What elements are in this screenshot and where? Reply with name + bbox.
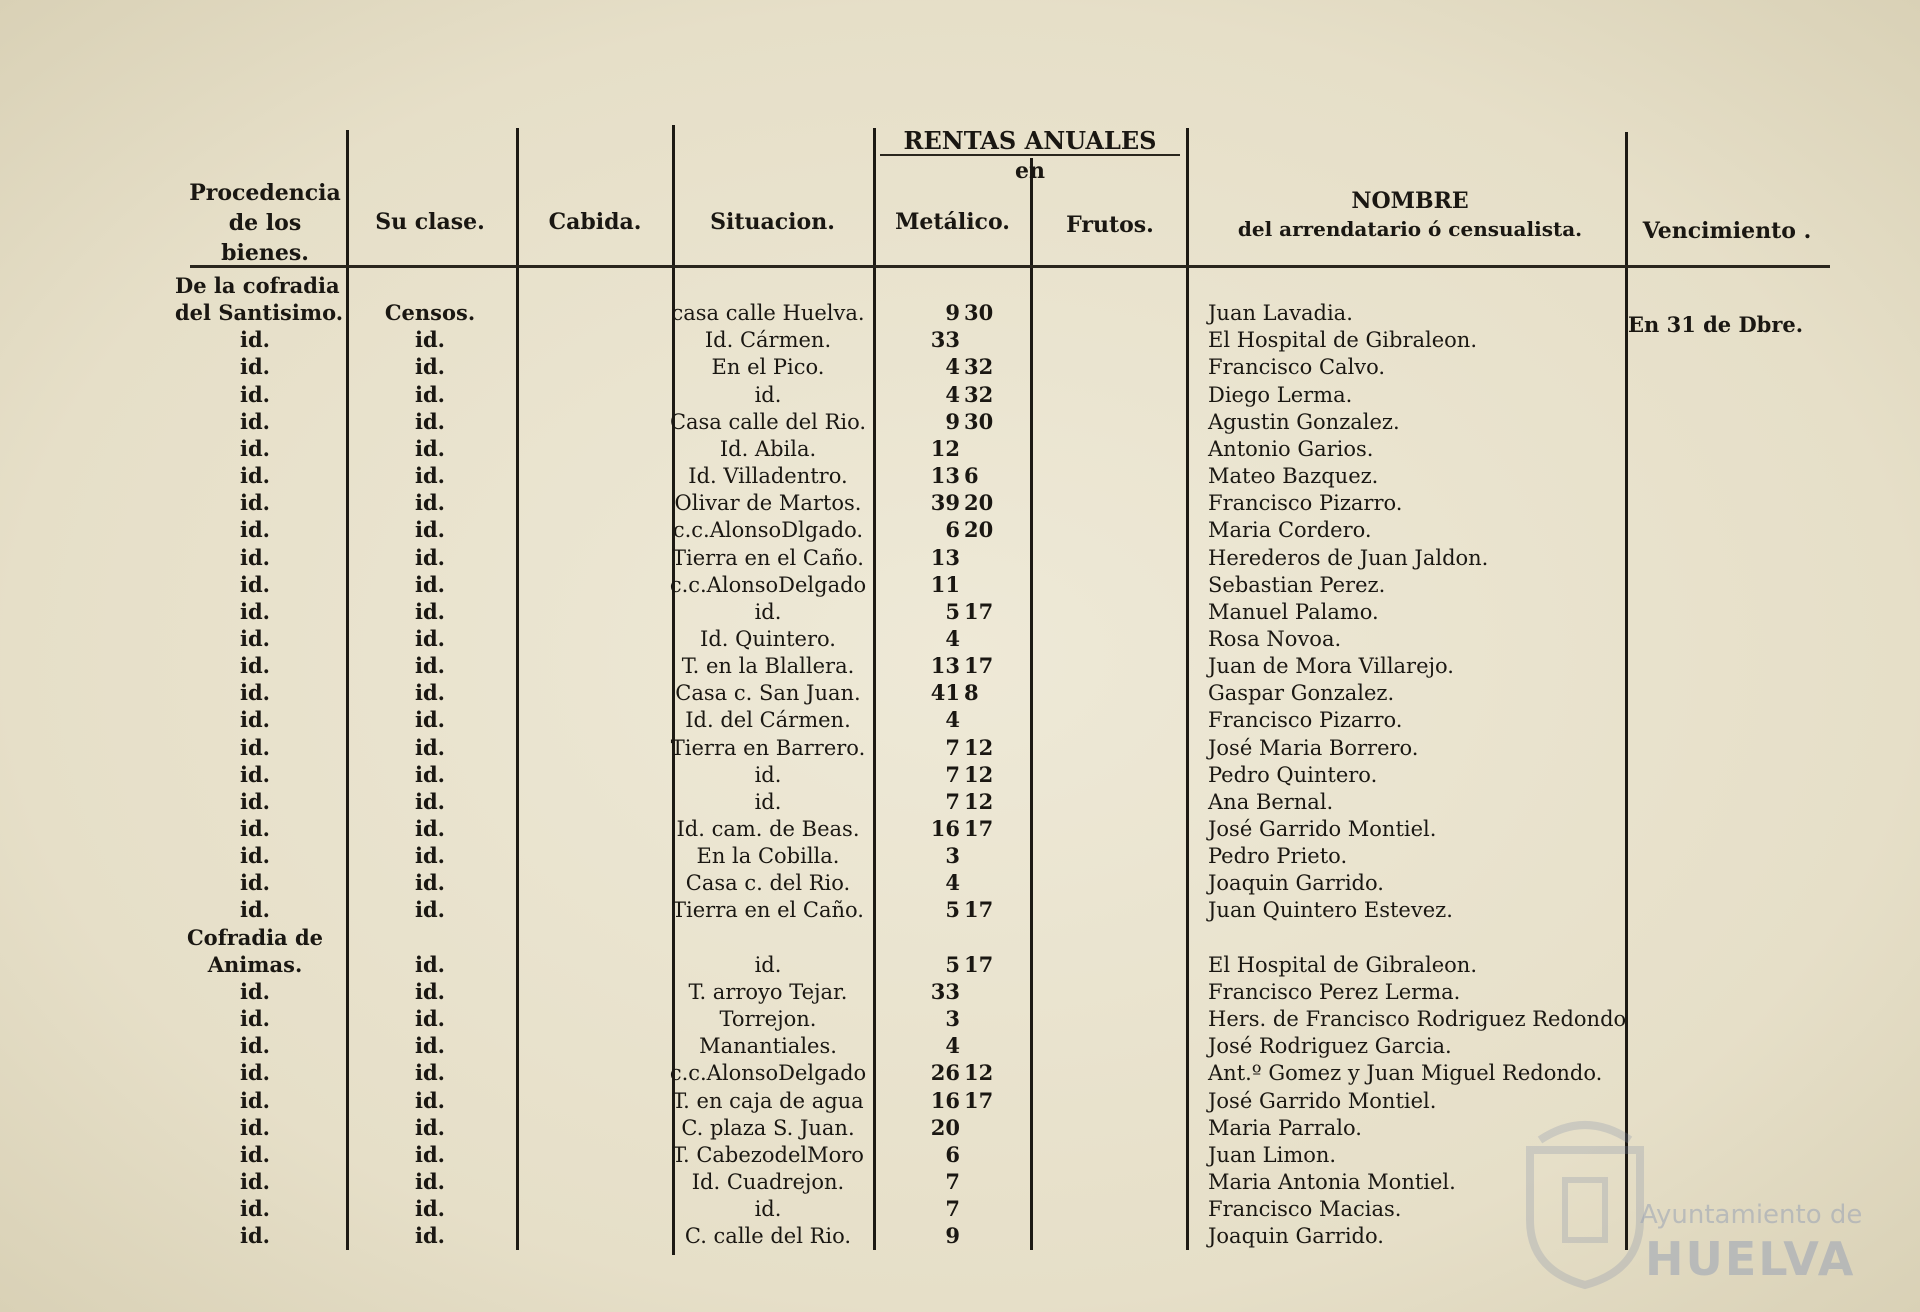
row-metalico-maravedis: 20 xyxy=(964,517,994,542)
row-metalico-maravedis: 17 xyxy=(964,897,994,922)
row-nombre: Ant.º Gomez y Juan Miguel Redondo. xyxy=(1208,1061,1603,1085)
row-procedencia: id. xyxy=(240,1006,270,1031)
en-header: en xyxy=(1015,158,1045,184)
row-su-clase: id. xyxy=(415,572,445,597)
row-procedencia: id. xyxy=(240,572,270,597)
row-metalico-maravedis: 17 xyxy=(964,599,994,624)
row-nombre: Antonio Garios. xyxy=(1208,437,1374,461)
row-su-clase: id. xyxy=(415,626,445,651)
row-situacion: C. calle del Rio. xyxy=(684,1224,852,1248)
row-metalico-reales xyxy=(890,925,960,951)
vencimiento-header: Vencimiento . xyxy=(1642,218,1812,244)
row-su-clase: id. xyxy=(415,952,445,977)
row-procedencia: Animas. xyxy=(207,952,303,977)
row-situacion: id. xyxy=(754,790,782,814)
row-procedencia: id. xyxy=(240,816,270,841)
row-metalico-maravedis xyxy=(964,626,1010,652)
row-metalico-reales: 41 xyxy=(930,680,960,705)
row-su-clase: id. xyxy=(415,436,445,461)
row-nombre xyxy=(1208,273,1628,299)
vencimiento-value: En 31 de Dbre. xyxy=(1628,312,1804,337)
arrendatario-header: del arrendatario ó censualista. xyxy=(1237,217,1583,241)
row-su-clase: id. xyxy=(415,762,445,787)
row-situacion: Id. del Cármen. xyxy=(685,708,851,732)
row-procedencia: id. xyxy=(240,870,270,895)
row-situacion: Casa c. del Rio. xyxy=(685,871,851,895)
row-nombre: Maria Parralo. xyxy=(1208,1116,1362,1140)
row-nombre: Juan de Mora Villarejo. xyxy=(1208,654,1454,678)
row-su-clase xyxy=(355,273,505,299)
row-su-clase: id. xyxy=(415,382,445,407)
row-metalico-reales: 9 xyxy=(945,1223,960,1248)
row-nombre: Pedro Prieto. xyxy=(1208,844,1348,868)
row-nombre: José Garrido Montiel. xyxy=(1208,1089,1437,1113)
row-situacion: Id. Cármen. xyxy=(704,328,832,352)
row-procedencia: id. xyxy=(240,409,270,434)
row-situacion: Tierra en el Caño. xyxy=(672,898,864,922)
row-nombre: Sebastian Perez. xyxy=(1208,573,1386,597)
row-situacion: T. en caja de agua xyxy=(672,1089,864,1113)
row-metalico-maravedis: 32 xyxy=(964,382,994,407)
row-nombre: Juan Lavadia. xyxy=(1208,301,1353,325)
cabida-header: Cabida. xyxy=(548,209,642,235)
row-metalico-reales: 3 xyxy=(945,843,960,868)
row-metalico-maravedis: 12 xyxy=(964,762,994,787)
row-metalico-reales: 13 xyxy=(930,545,960,570)
row-situacion: En el Pico. xyxy=(711,355,825,379)
row-nombre: Joaquin Garrido. xyxy=(1208,871,1384,895)
row-metalico-reales: 5 xyxy=(945,952,960,977)
row-nombre: Maria Antonia Montiel. xyxy=(1208,1170,1456,1194)
row-metalico-maravedis: 32 xyxy=(964,354,994,379)
row-situacion: Manantiales. xyxy=(699,1034,837,1058)
row-metalico-maravedis: 12 xyxy=(964,789,994,814)
row-metalico-maravedis xyxy=(964,979,1010,1005)
row-metalico-reales: 13 xyxy=(930,653,960,678)
row-procedencia: id. xyxy=(240,463,270,488)
row-procedencia: Cofradia de xyxy=(186,925,324,950)
row-procedencia: id. xyxy=(240,653,270,678)
row-su-clase: id. xyxy=(415,789,445,814)
rentas-header: RENTAS ANUALES xyxy=(903,126,1157,155)
row-metalico-maravedis xyxy=(964,707,1010,733)
row-metalico-reales: 9 xyxy=(945,300,960,325)
row-metalico-reales: 11 xyxy=(930,572,960,597)
row-metalico-maravedis: 6 xyxy=(964,463,979,488)
row-situacion xyxy=(668,925,868,951)
row-metalico-reales: 7 xyxy=(945,789,960,814)
row-su-clase: id. xyxy=(415,1223,445,1248)
row-metalico-reales: 4 xyxy=(945,354,960,379)
row-nombre: Hers. de Francisco Rodriguez Redondo xyxy=(1208,1007,1627,1031)
row-nombre: Gaspar Gonzalez. xyxy=(1208,681,1395,705)
row-metalico-maravedis: 30 xyxy=(964,409,994,434)
row-procedencia: id. xyxy=(240,490,270,515)
row-metalico-maravedis xyxy=(964,1115,1010,1141)
row-metalico-reales: 16 xyxy=(930,1088,960,1113)
row-metalico-maravedis: 30 xyxy=(964,300,994,325)
row-su-clase: id. xyxy=(415,707,445,732)
row-su-clase: id. xyxy=(415,870,445,895)
row-metalico-reales: 4 xyxy=(945,626,960,651)
de-los-bienes-header: de los bienes. xyxy=(221,210,309,266)
row-metalico-reales: 3 xyxy=(945,1006,960,1031)
row-metalico-reales: 6 xyxy=(945,1142,960,1167)
row-procedencia: id. xyxy=(240,327,270,352)
row-procedencia: id. xyxy=(240,789,270,814)
row-nombre: Juan Quintero Estevez. xyxy=(1208,898,1453,922)
row-metalico-maravedis: 17 xyxy=(964,816,994,841)
row-nombre: José Maria Borrero. xyxy=(1208,736,1419,760)
row-situacion: Id. Abila. xyxy=(719,437,817,461)
row-metalico-reales: 12 xyxy=(930,436,960,461)
row-metalico-maravedis xyxy=(964,545,1010,571)
row-procedencia: id. xyxy=(240,735,270,760)
row-nombre: Francisco Macias. xyxy=(1208,1197,1402,1221)
row-procedencia: id. xyxy=(240,1115,270,1140)
row-metalico-reales: 33 xyxy=(930,327,960,352)
row-nombre: Agustin Gonzalez. xyxy=(1208,410,1400,434)
row-su-clase: id. xyxy=(415,1142,445,1167)
row-nombre: Francisco Calvo. xyxy=(1208,355,1386,379)
row-metalico-maravedis xyxy=(964,436,1010,462)
row-situacion: Tierra en el Caño. xyxy=(672,546,864,570)
row-nombre: José Rodriguez Garcia. xyxy=(1208,1034,1452,1058)
row-situacion: En la Cobilla. xyxy=(696,844,840,868)
row-metalico-maravedis xyxy=(964,1196,1010,1222)
row-su-clase: id. xyxy=(415,680,445,705)
row-situacion: id. xyxy=(754,1197,782,1221)
procedencia-header: Procedencia xyxy=(189,180,341,206)
row-nombre: Juan Limon. xyxy=(1208,1143,1337,1167)
row-su-clase: id. xyxy=(415,545,445,570)
row-su-clase: id. xyxy=(415,1196,445,1221)
row-nombre: Pedro Quintero. xyxy=(1208,763,1378,787)
row-su-clase: id. xyxy=(415,1088,445,1113)
row-metalico-maravedis xyxy=(964,1142,1010,1168)
row-metalico-reales: 5 xyxy=(945,897,960,922)
row-procedencia: id. xyxy=(240,1033,270,1058)
row-procedencia: id. xyxy=(240,1142,270,1167)
row-su-clase: id. xyxy=(415,843,445,868)
row-procedencia: id. xyxy=(240,1196,270,1221)
column-rule xyxy=(873,128,876,1250)
row-nombre: Maria Cordero. xyxy=(1208,518,1372,542)
row-situacion: casa calle Huelva. xyxy=(671,301,865,325)
row-situacion: c.c.AlonsoDelgado xyxy=(669,1061,867,1085)
row-procedencia: id. xyxy=(240,979,270,1004)
watermark-line1: Ayuntamiento de xyxy=(1640,1200,1863,1230)
row-metalico-reales: 5 xyxy=(945,599,960,624)
row-procedencia: id. xyxy=(240,545,270,570)
row-metalico-reales: 7 xyxy=(945,1196,960,1221)
row-situacion xyxy=(668,273,868,299)
row-situacion: id. xyxy=(754,600,782,624)
row-procedencia: id. xyxy=(240,599,270,624)
row-procedencia: id. xyxy=(240,680,270,705)
row-su-clase xyxy=(355,925,505,951)
row-procedencia: id. xyxy=(240,1169,270,1194)
row-su-clase: id. xyxy=(415,409,445,434)
row-procedencia: id. xyxy=(240,436,270,461)
row-nombre: Rosa Novoa. xyxy=(1208,627,1342,651)
row-su-clase: id. xyxy=(415,735,445,760)
row-metalico-reales: 33 xyxy=(930,979,960,1004)
column-rule xyxy=(516,128,519,1250)
row-su-clase: id. xyxy=(415,653,445,678)
row-situacion: c.c.AlonsoDelgado xyxy=(669,573,867,597)
row-nombre xyxy=(1208,925,1628,951)
row-su-clase: id. xyxy=(415,463,445,488)
row-su-clase: Censos. xyxy=(384,300,476,325)
row-nombre: Diego Lerma. xyxy=(1208,383,1353,407)
row-metalico-maravedis xyxy=(964,1006,1010,1032)
row-su-clase: id. xyxy=(415,599,445,624)
row-metalico-reales: 9 xyxy=(945,409,960,434)
row-procedencia: id. xyxy=(240,626,270,651)
row-metalico-maravedis: 17 xyxy=(964,952,994,977)
row-su-clase: id. xyxy=(415,816,445,841)
row-metalico-reales: 20 xyxy=(930,1115,960,1140)
row-su-clase: id. xyxy=(415,327,445,352)
row-nombre: José Garrido Montiel. xyxy=(1208,817,1437,841)
row-metalico-maravedis xyxy=(964,327,1010,353)
row-nombre: Francisco Pizarro. xyxy=(1208,708,1403,732)
row-metalico-maravedis xyxy=(964,843,1010,869)
row-su-clase: id. xyxy=(415,1169,445,1194)
row-metalico-maravedis: 8 xyxy=(964,680,979,705)
metalico-header: Metálico. xyxy=(895,209,1010,235)
row-metalico-reales: 7 xyxy=(945,735,960,760)
row-metalico-reales xyxy=(890,273,960,299)
row-su-clase: id. xyxy=(415,1060,445,1085)
row-situacion: T. CabezodelMoro xyxy=(672,1143,864,1167)
row-metalico-reales: 4 xyxy=(945,870,960,895)
row-metalico-reales: 4 xyxy=(945,1033,960,1058)
coat-of-arms-icon xyxy=(1510,1110,1660,1290)
row-nombre: Manuel Palamo. xyxy=(1208,600,1379,624)
row-metalico-maravedis: 12 xyxy=(964,735,994,760)
row-procedencia: id. xyxy=(240,843,270,868)
row-nombre: Mateo Bazquez. xyxy=(1208,464,1379,488)
column-rule xyxy=(346,130,349,1250)
row-situacion: c.c.AlonsoDlgado. xyxy=(672,518,864,542)
row-situacion: Id. cam. de Beas. xyxy=(676,817,860,841)
situacion-header: Situacion. xyxy=(710,209,835,235)
watermark-line2: HUELVA xyxy=(1645,1232,1856,1286)
row-situacion: id. xyxy=(754,763,782,787)
row-metalico-maravedis xyxy=(964,1169,1010,1195)
row-situacion: T. arroyo Tejar. xyxy=(688,980,848,1004)
row-situacion: Casa calle del Rio. xyxy=(669,410,867,434)
header-rule xyxy=(190,265,1830,268)
column-rule xyxy=(1030,158,1033,1250)
row-metalico-reales: 4 xyxy=(945,382,960,407)
row-su-clase: id. xyxy=(415,1033,445,1058)
row-metalico-maravedis xyxy=(964,1033,1010,1059)
row-su-clase: id. xyxy=(415,897,445,922)
row-metalico-maravedis xyxy=(964,273,1010,299)
row-metalico-maravedis xyxy=(964,925,1010,951)
row-procedencia: id. xyxy=(240,707,270,732)
su-clase-header: Su clase. xyxy=(375,209,485,235)
row-procedencia: id. xyxy=(240,897,270,922)
row-metalico-maravedis xyxy=(964,1223,1010,1249)
row-metalico-reales: 6 xyxy=(945,517,960,542)
row-metalico-reales: 13 xyxy=(930,463,960,488)
row-metalico-maravedis: 20 xyxy=(964,490,994,515)
row-metalico-reales: 39 xyxy=(930,490,960,515)
row-su-clase: id. xyxy=(415,354,445,379)
row-su-clase: id. xyxy=(415,490,445,515)
row-situacion: Casa c. San Juan. xyxy=(675,681,861,705)
row-metalico-maravedis: 17 xyxy=(964,1088,994,1113)
row-procedencia: id. xyxy=(240,382,270,407)
row-nombre: El Hospital de Gibraleon. xyxy=(1208,953,1477,977)
row-metalico-maravedis: 12 xyxy=(964,1060,994,1085)
row-metalico-reales: 7 xyxy=(945,762,960,787)
row-situacion: T. en la Blallera. xyxy=(681,654,855,678)
nombre-header: NOMBRE xyxy=(1351,188,1469,214)
row-situacion: C. plaza S. Juan. xyxy=(681,1116,855,1140)
row-nombre: Herederos de Juan Jaldon. xyxy=(1208,546,1489,570)
row-procedencia: id. xyxy=(240,1223,270,1248)
row-metalico-reales: 4 xyxy=(945,707,960,732)
row-situacion: Torrejon. xyxy=(719,1007,817,1031)
row-su-clase: id. xyxy=(415,979,445,1004)
row-nombre: Joaquin Garrido. xyxy=(1208,1224,1384,1248)
row-su-clase: id. xyxy=(415,1115,445,1140)
row-situacion: Id. Cuadrejon. xyxy=(691,1170,845,1194)
row-procedencia: id. xyxy=(240,354,270,379)
row-procedencia: id. xyxy=(240,1088,270,1113)
row-procedencia: id. xyxy=(240,517,270,542)
row-metalico-reales: 26 xyxy=(930,1060,960,1085)
row-metalico-maravedis: 17 xyxy=(964,653,994,678)
row-situacion: Tierra en Barrero. xyxy=(670,736,866,760)
row-situacion: Olivar de Martos. xyxy=(674,491,862,515)
row-nombre: Francisco Pizarro. xyxy=(1208,491,1403,515)
row-su-clase: id. xyxy=(415,1006,445,1031)
row-metalico-reales: 16 xyxy=(930,816,960,841)
row-procedencia: id. xyxy=(240,762,270,787)
row-procedencia: De la cofradia xyxy=(175,273,340,298)
row-nombre: Francisco Perez Lerma. xyxy=(1208,980,1461,1004)
row-situacion: id. xyxy=(754,383,782,407)
row-metalico-maravedis xyxy=(964,870,1010,896)
row-situacion: id. xyxy=(754,953,782,977)
row-metalico-reales: 7 xyxy=(945,1169,960,1194)
row-su-clase: id. xyxy=(415,517,445,542)
row-procedencia: id. xyxy=(240,1060,270,1085)
row-nombre: El Hospital de Gibraleon. xyxy=(1208,328,1477,352)
row-situacion: Id. Villadentro. xyxy=(688,464,848,488)
frutos-header: Frutos. xyxy=(1066,212,1154,238)
row-nombre: Ana Bernal. xyxy=(1208,790,1334,814)
row-situacion: Id. Quintero. xyxy=(700,627,836,651)
column-rule xyxy=(1186,128,1189,1250)
row-metalico-maravedis xyxy=(964,572,1010,598)
row-procedencia: del Santisimo. xyxy=(175,300,344,325)
